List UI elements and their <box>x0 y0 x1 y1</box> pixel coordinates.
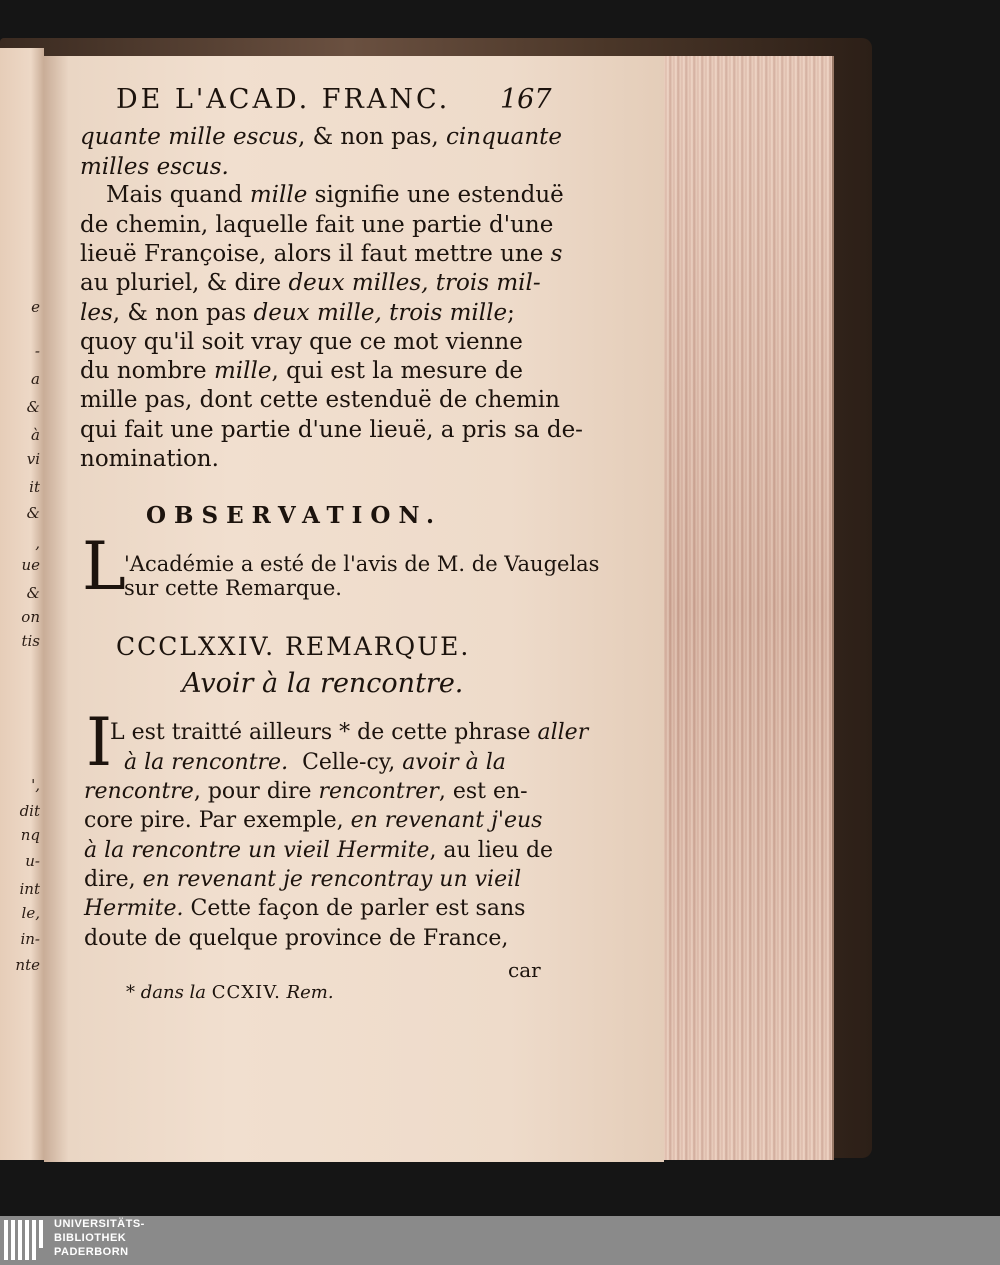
remarque-line-1: L est traitté ailleurs * de cette phrase aller <box>110 720 589 745</box>
left-margin-fragment: , <box>35 534 40 552</box>
body-line-12: nomination. <box>80 446 219 472</box>
left-page <box>0 48 44 1160</box>
page-edges-shade <box>664 56 832 1160</box>
observation-title: OBSERVATION. <box>146 502 443 529</box>
logo-line-3: PADERBORN <box>54 1246 129 1258</box>
body-line-7: les, & non pas deux mille, trois mille; <box>80 300 515 326</box>
body-line-4: de chemin, laquelle fait une partie d'une <box>80 212 554 238</box>
left-margin-fragment: & <box>26 398 40 416</box>
library-logo-text <box>54 1217 145 1259</box>
remarque-line-6: dire, en revenant je rencontray un vieil <box>84 867 522 892</box>
remarque-line-5: à la rencontre un vieil Hermite, au lieu de <box>84 838 554 863</box>
left-margin-fragment: e <box>31 298 40 316</box>
body-line-1: quante mille escus, & non pas, cinquante <box>80 124 562 150</box>
remarque-title: CCCLXXIV. REMARQUE. <box>116 632 471 661</box>
observation-drop-cap: L <box>82 528 126 605</box>
left-margin-fragment: nte <box>15 956 40 974</box>
library-footer-bar <box>0 1216 1000 1265</box>
left-margin-fragment: it <box>29 478 40 496</box>
remarque-line-8: doute de quelque province de France, <box>84 926 509 951</box>
body-line-10: mille pas, dont cette estenduë de chemin <box>80 387 560 413</box>
body-line-5: lieuë Françoise, alors il faut mettre une s <box>80 241 563 267</box>
left-margin-fragment: a <box>31 370 40 388</box>
body-line-6: au pluriel, & dire deux milles, trois mil- <box>80 270 541 296</box>
remarque-drop-cap: I <box>86 704 113 781</box>
remarque-line-3: rencontre, pour dire rencontrer, est en- <box>84 779 528 804</box>
left-margin-fragment: dit <box>19 802 40 820</box>
library-logo-icon <box>4 1220 46 1260</box>
left-margin-fragment: & <box>26 504 40 522</box>
body-line-11: qui fait une partie d'une lieuë, a pris sa de- <box>80 417 583 443</box>
remarque-line-7: Hermite. Cette façon de parler est sans <box>84 896 526 921</box>
left-margin-fragment: vi <box>26 450 40 468</box>
body-line-3: Mais quand mille signifie une estenduë <box>106 182 564 208</box>
left-margin-fragment: on <box>21 608 40 626</box>
right-page <box>44 56 664 1162</box>
left-margin-fragment: - <box>34 342 40 360</box>
observation-line-2: sur cette Remarque. <box>124 576 342 600</box>
page-edges <box>664 56 834 1160</box>
page-number: 167 <box>500 84 552 115</box>
logo-line-2: BIBLIOTHEK <box>54 1232 127 1244</box>
remarque-line-4: core pire. Par exemple, en revenant j'eus <box>84 808 543 833</box>
body-line-2: milles escus. <box>80 154 229 180</box>
left-margin-fragment: int <box>19 880 40 898</box>
left-margin-fragment: nq <box>20 826 40 844</box>
footnote: * dans la CCXIV. Rem. <box>126 982 334 1003</box>
body-line-8: quoy qu'il soit vray que ce mot vienne <box>80 329 523 355</box>
left-margin-fragment: le, <box>21 904 40 922</box>
left-margin-fragment: in- <box>20 930 40 948</box>
observation-line-1: 'Académie a esté de l'avis de M. de Vaugelas <box>124 552 600 576</box>
left-margin-fragment: u- <box>25 852 40 870</box>
body-line-9: du nombre mille, qui est la mesure de <box>80 358 523 384</box>
left-margin-fragment: ue <box>21 556 40 574</box>
logo-line-1: UNIVERSITÄTS- <box>54 1218 145 1230</box>
catchword: car <box>508 958 541 982</box>
remarque-line-2: à la rencontre. Celle-cy, avoir à la <box>124 750 506 775</box>
left-margin-fragment: & <box>26 584 40 602</box>
left-margin-fragment: à <box>31 426 40 444</box>
left-margin-fragment: ', <box>31 776 40 794</box>
remarque-subtitle: Avoir à la rencontre. <box>182 668 464 699</box>
running-head: DE L'ACAD. FRANC. <box>116 84 451 115</box>
left-margin-fragment: tis <box>21 632 40 650</box>
